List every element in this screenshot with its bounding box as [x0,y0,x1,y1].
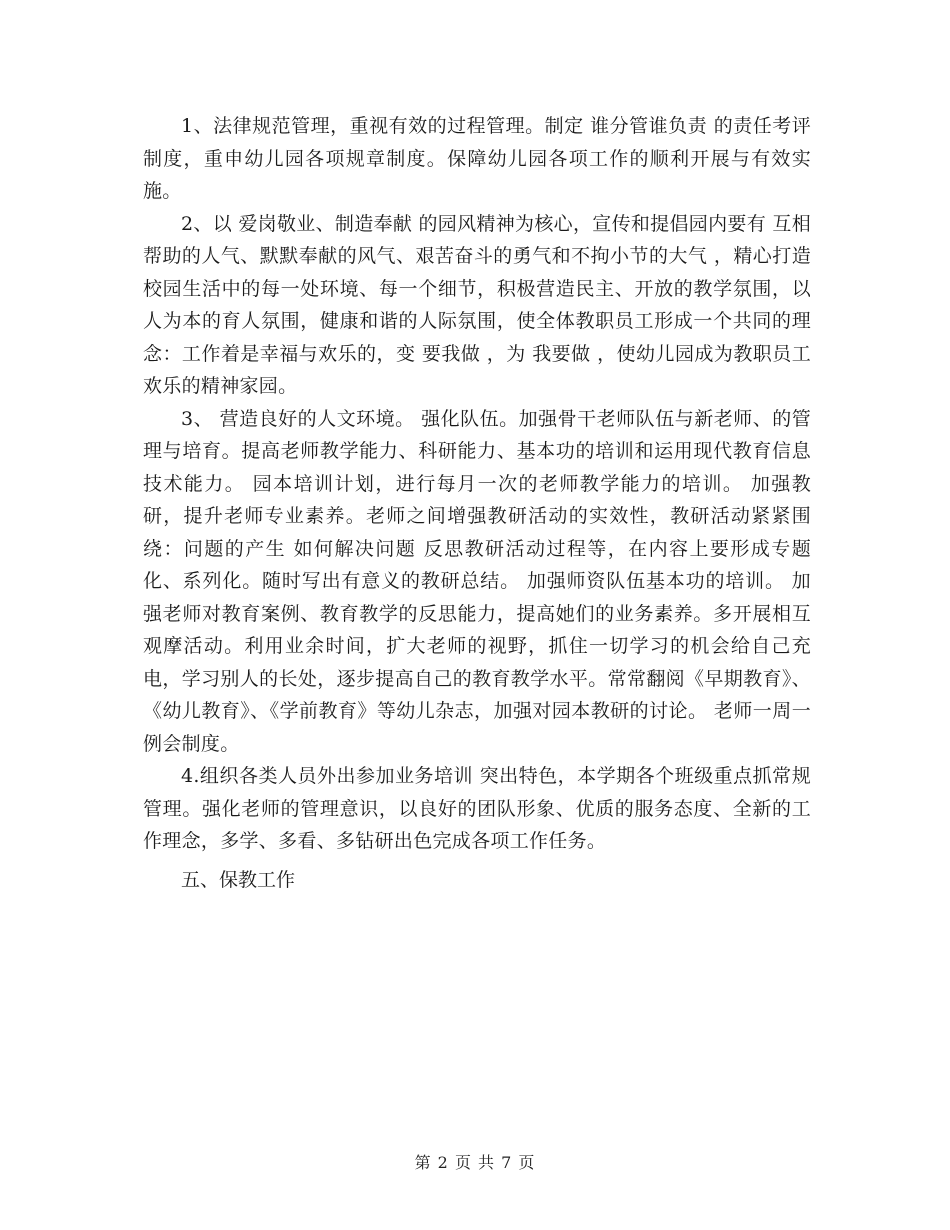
paragraph-1: 1、法律规范管理，重视有效的过程管理。制定 谁分管谁负责 的责任考评制度，重申幼儿园各项规章制度。保障幼儿园各项工作的顺利开展与有效实施。 [143,115,811,202]
section-heading: 五、保教工作 [181,868,296,891]
document-body [143,110,811,896]
paragraph-4: 4.组织各类人员外出参加业务培训 突出特色，本学期各个班级重点抓常规管理。强化老师的管理意识，以良好的团队形象、优质的服务态度、全新的工作理念，多学、多看、多钻研出色完成各项工作任务。 [143,765,811,852]
page-footer: 第 2 页 共 7 页 [414,1153,536,1172]
paragraph-2: 2、以 爱岗敬业、制造奉献 的园风精神为核心，宣传和提倡园内要有 互相帮助的人气、默默奉献的风气、艰苦奋斗的勇气和不拘小节的大气 ，精心打造校园生活中的每一处环境、每一个细节，积极营造民主、开放的教学氛围，以人为本的育人氛围，健康和谐的人际氛围，使全体教职员工形成一个共同的理念：工作着是幸福与欢乐的，变 要我做 ，为 我要做 ，使幼儿园成为教职员工欢乐的精神家园。 [143,212,811,397]
paragraph-3: 3、 营造良好的人文环境。 强化队伍。加强骨干老师队伍与新老师、的管理与培育。提高老师教学能力、科研能力、基本功的培训和运用现代教育信息技术能力。 园本培训计划，进行每月一次的老师教学能力的培训。 加强教研，提升老师专业素养。老师之间增强教研活动的实效性，教研活动紧紧围绕：问题的产生 如何解决问题 反思教研活动过程等，在内容上要形成专题化、系列化。随时写出有意义的教研总结。 加强师资队伍基本功的培训。 加强老师对教育案例、教育教学的反思能力，提高她们的业务素养。多开展相互观摩活动。利用业余时间，扩大老师的视野，抓住一切学习的机会给自己充电，学习别人的长处，逐步提高自己的教育教学水平。常常翻阅《早期教育》、《幼儿教育》、《学前教育》等幼儿杂志，加强对园本教研的讨论。 老师一周一例会制度。 [143,407,811,755]
